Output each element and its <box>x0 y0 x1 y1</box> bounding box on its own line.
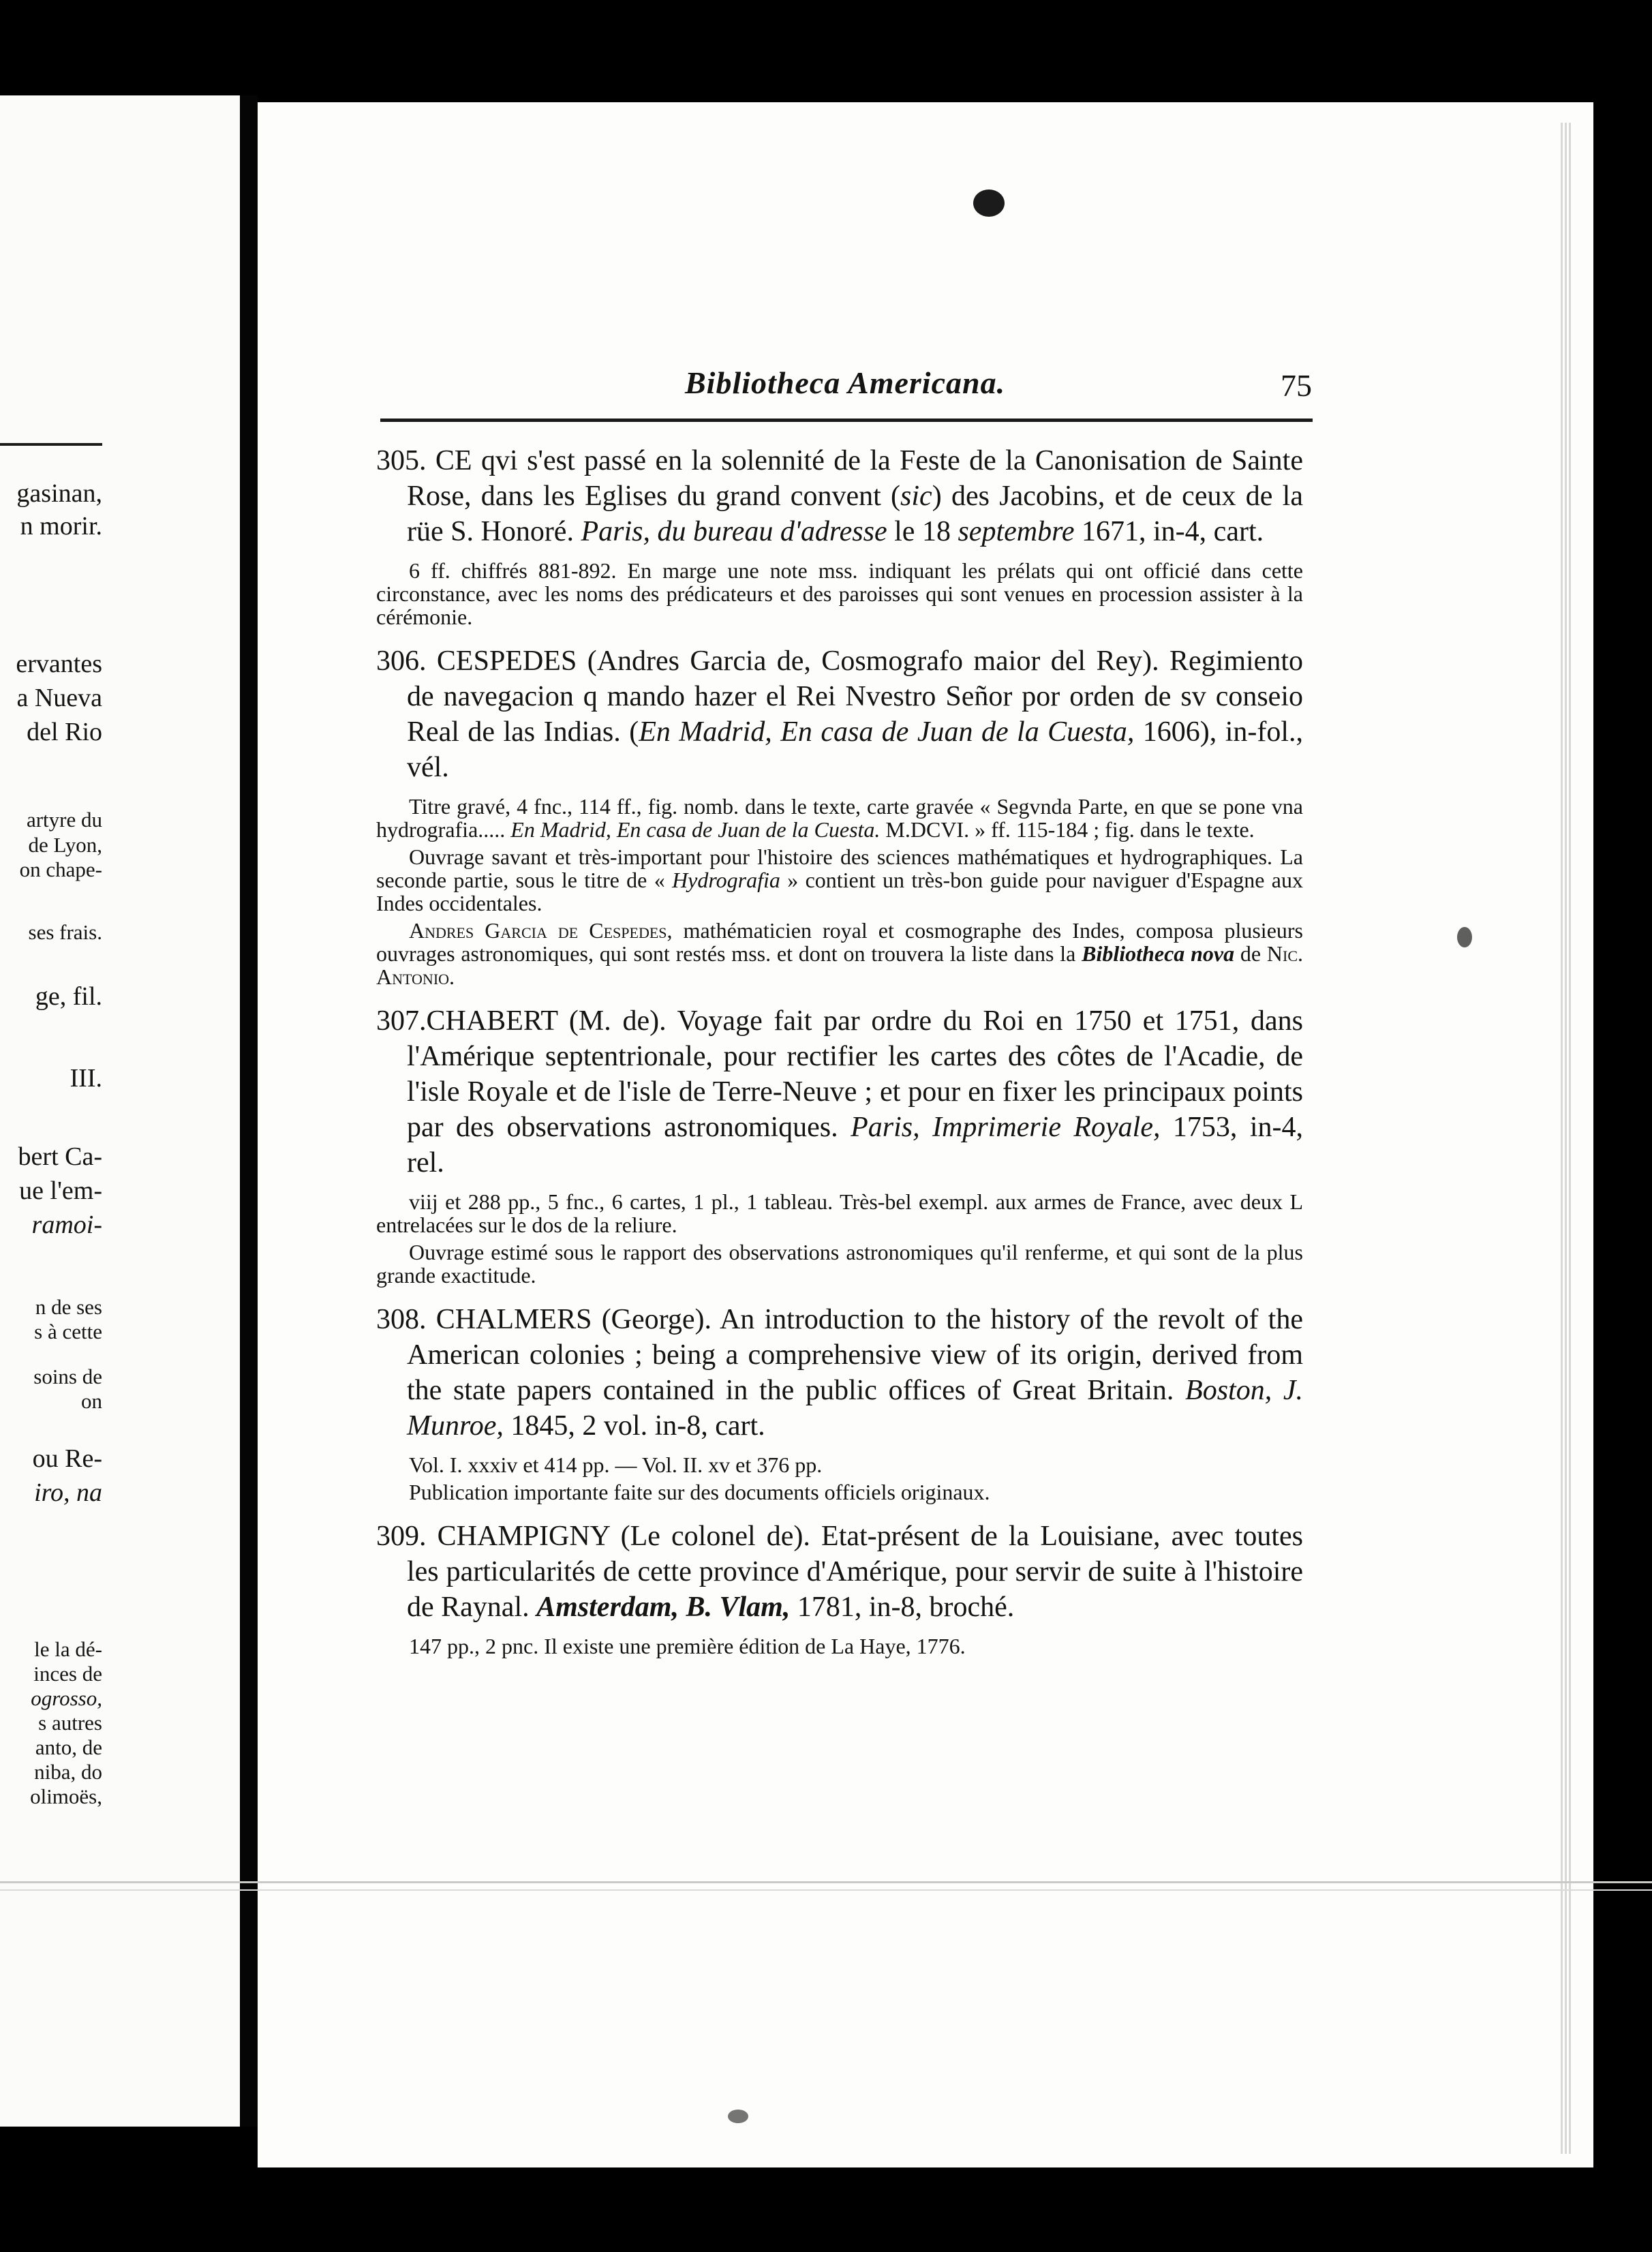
left-page-line: gasinan, <box>16 479 102 508</box>
catalogue-entries <box>376 443 1303 1673</box>
catalogue-entry-309 <box>376 1519 1303 1658</box>
left-page-line: ue l'em- <box>19 1176 102 1205</box>
left-page-line: artyre du <box>26 808 102 832</box>
left-page-line: iro, na <box>34 1478 102 1507</box>
page-number: 75 <box>1281 368 1312 403</box>
left-page-line: ge, fil. <box>35 982 102 1011</box>
entry-number: 305. <box>376 445 427 476</box>
scan-line <box>0 1881 1652 1883</box>
left-page-line: olimoës, <box>30 1784 102 1808</box>
entry-note: Titre gravé, 4 fnc., 114 ff., fig. nomb. dans le texte, carte gravée « Segvnda Parte, en que se pone vna hydrografia..... En Madrid, En casa de Juan de la Cuesta. M.DCVI. » ff. 115-184 ; fig. dans le texte. <box>376 794 1303 842</box>
header-rule <box>380 419 1313 422</box>
entry-note: Ouvrage estimé sous le rapport des observations astronomiques qu'il renferme, et qui sont de la plus grande exactitude. <box>376 1240 1303 1288</box>
left-page-line: a Nueva <box>16 684 102 712</box>
catalogue-entry-305 <box>376 443 1303 628</box>
catalogue-entry-306 <box>376 643 1303 988</box>
left-page-line: s à cette <box>34 1320 102 1343</box>
running-title: Bibliotheca Americana. <box>685 365 1006 400</box>
left-page-line: del Rio <box>27 718 102 746</box>
catalogue-entry-307 <box>376 1003 1303 1287</box>
left-page-line: soins de <box>33 1365 102 1388</box>
left-page-line: ses frais. <box>28 920 102 944</box>
entry-description: 307.CHABERT (M. de). Voyage fait par ordre du Roi en 1750 et 1751, dans l'Amérique septentrionale, pour rectifier les cartes des côtes de l'Acadie, de l'isle Royale et de l'isle de Terre-Neuve ; et pour en fixer les principaux points par des observations astronomiques. Paris, Imprimerie Royale, 1753, in-4, rel. <box>376 1005 1303 1178</box>
entry-note: Ouvrage savant et très-important pour l'histoire des sciences mathématiques et hydrographiques. La seconde partie, sous le titre de « Hydrografia » contient un très-bon guide pour naviguer d'Espagne aux Indes occidentales. <box>376 844 1304 915</box>
entry-note: Vol. I. xxxiv et 414 pp. — Vol. II. xv et 376 pp. <box>409 1452 823 1477</box>
left-page-line: ou Re- <box>32 1444 102 1473</box>
ink-stain <box>1457 927 1472 947</box>
imprint: Boston, J. Munroe, <box>407 1375 1303 1442</box>
scan-line <box>0 1889 1652 1891</box>
left-page-line: le la dé- <box>34 1637 102 1661</box>
entry-note: 6 ff. chiffrés 881-892. En marge une note mss. indiquant les prélats qui ont officié dans cette circonstance, avec les noms des prédicateurs et des paroisses qui sont venues en procession assister à la cérémonie. <box>376 558 1303 629</box>
page-edge <box>1561 123 1573 2154</box>
entry-number: 306. <box>376 645 427 677</box>
left-facing-page <box>0 95 240 2127</box>
left-page-line: ramoi- <box>31 1211 102 1239</box>
entry-note: viij et 288 pp., 5 fnc., 6 cartes, 1 pl., 1 tableau. Très-bel exempl. aux armes de France, avec deux L entrelacées sur le dos de la reliure. <box>376 1189 1303 1237</box>
left-page-line: inces de <box>33 1662 102 1686</box>
entry-number: 307. <box>376 1005 427 1037</box>
entry-number: 308. <box>376 1304 427 1335</box>
entry-description: 305. CE qvi s'est passé en la solennité de la Feste de la Canonisation de Sainte Rose, dans les Eglises du grand convent (sic) des Jacobins, et de ceux de la rüe S. Honoré. Paris, du bureau d'adresse le 18 septembre 1671, in-4, cart. <box>376 445 1303 547</box>
entry-description: 308. CHALMERS (George). An introduction to the history of the revolt of the American colonies ; being a comprehensive view of its origin, derived from the state papers contained in the public offices of Great Britain. Boston, J. Munroe, 1845, 2 vol. in-8, cart. <box>376 1304 1303 1442</box>
left-page-line: on chape- <box>19 857 102 881</box>
left-page-line: n morir. <box>20 512 102 541</box>
imprint: Paris, du bureau d'adresse <box>581 516 887 547</box>
left-page-line: s autres <box>38 1711 102 1735</box>
imprint: Paris, Imprimerie Royale, <box>851 1112 1161 1143</box>
entry-number: 309. <box>376 1521 427 1552</box>
left-page-line: anto, de <box>35 1735 102 1759</box>
entry-note: 147 pp., 2 pnc. Il existe une première édition de La Haye, 1776. <box>409 1634 966 1658</box>
left-page-line: de Lyon, <box>28 833 102 857</box>
left-page-line: III. <box>70 1064 102 1093</box>
entry-description: 309. CHAMPIGNY (Le colonel de). Etat-présent de la Louisiane, avec toutes les particularités de cette province d'Amérique, pour servir de suite à l'histoire de Raynal. Amsterdam, B. Vlam, 1781, in-8, broché. <box>376 1521 1303 1623</box>
left-page-line: niba, do <box>34 1760 102 1784</box>
book-gutter <box>240 95 258 2127</box>
left-page-line: on <box>81 1389 102 1413</box>
catalogue-entry-308 <box>376 1302 1303 1504</box>
left-page-line: n de ses <box>35 1295 102 1319</box>
left-page-rule <box>0 443 102 446</box>
left-page-line: ervantes <box>16 650 102 678</box>
entry-note: Andres Garcia de Cespedes, mathématicien royal et cosmographe des Indes, composa plusieurs ouvrages astronomiques, qui sont restés mss. et dont on trouvera la liste dans la Bibliotheca nova de Nic. Antonio. <box>376 918 1304 989</box>
imprint: En Madrid, En casa de Juan de la Cuesta, <box>639 716 1135 748</box>
entry-note: Publication importante faite sur des documents officiels originaux. <box>409 1480 990 1504</box>
ink-stain <box>728 2110 748 2123</box>
imprint: Amsterdam, B. Vlam, <box>536 1592 791 1623</box>
ink-stain <box>973 189 1005 217</box>
entry-description: 306. CESPEDES (Andres Garcia de, Cosmografo maior del Rey). Regimiento de navegacion q mando hazer el Rei Nvestro Señor por orden de sv conseio Real de las Indias. (En Madrid, En casa de Juan de la Cuesta, 1606), in-fol., vél. <box>376 645 1304 783</box>
left-page-line: bert Ca- <box>18 1142 102 1171</box>
running-header <box>378 358 1319 412</box>
left-page-line: ogrosso, <box>31 1686 102 1710</box>
